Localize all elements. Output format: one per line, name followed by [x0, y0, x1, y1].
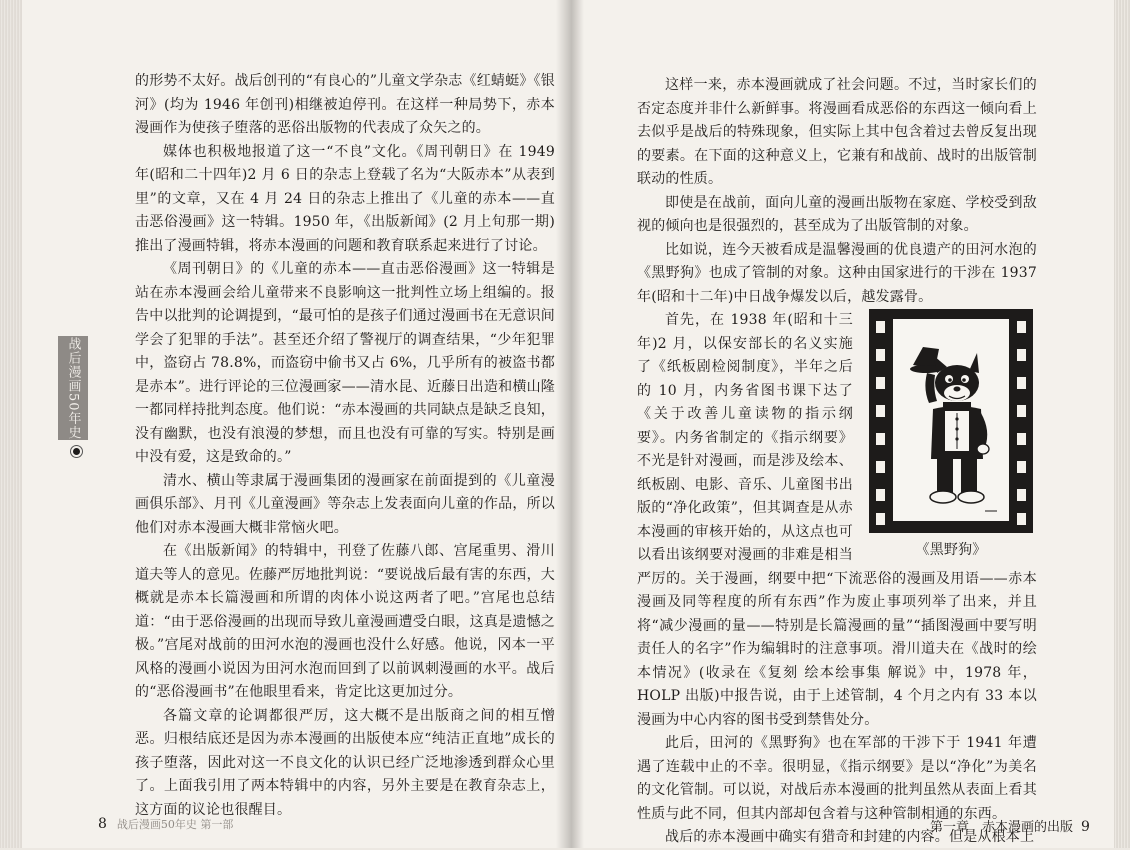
figure-black-dog	[865, 309, 1037, 562]
left-footer	[98, 816, 233, 832]
paragraph: 清水、横山等隶属于漫画集团的漫画家在前面提到的《儿童漫画俱乐部》、月刊《儿童漫画》等杂志上发表面向儿童的作品，所以他们对赤本漫画大概非常恼火吧。	[135, 472, 555, 536]
page-number: 9	[1081, 819, 1090, 835]
paragraph: 战后的赤本漫画中确实有猎奇和封建的内容。但是从根本上	[665, 829, 1035, 845]
paragraph: 首先，在 1938 年(昭和十三年)2 月，以保安部长的名义实施了《纸板剧检阅制度》，半年之后的 10 月，内务省图书课下达了《关于改善儿童读物的指示纲要》。内务省制定的《指示纲要》不光是针对漫画，而是涉及绘本、纸板剧、电影、音乐、儿童图书出版的“净化政策”，但其调查是从赤本漫画的审核开始的，从这点也可以看出该纲要对漫画的非难是相当严厉的。关于漫画，纲要中把“下流恶俗的漫画及用语——赤本漫画及同等程度的所有东西”作为废止事项列举了出来，并且将“减少漫画的量——特别是长篇漫画的量”“插图漫画中要写明责任人的名字”作为编辑时的注意事项。滑川道夫在《战时的绘本情况》(收录在《复刻 绘本绘事集 解说》中，1978 年，HOLP 出版)中报告说，由于上述管制，4 个月之内有 33 本以漫画为中心内容的图书受到禁售处分。	[637, 312, 1037, 728]
page-number: 8	[98, 816, 107, 832]
paragraph: 的形势不太好。战后创刊的“有良心的”儿童文学杂志《红蜻蜓》《银河》(均为 1946 年创刊)相继被迫停刊。在这样一种局势下，赤本漫画作为使孩子堕落的恶俗出版物的代表成了众矢之的。	[135, 73, 555, 136]
paragraph: 比如说，连今天被看成是温馨漫画的优良遗产的田河水泡的《黑野狗》也成了管制的对象。这种由国家进行的干涉在 1937 年(昭和十二年)中日战争爆发以后，越发露骨。	[637, 241, 1037, 305]
right-footer	[930, 816, 1090, 835]
chapter-label: 第一章 赤本漫画的出版	[930, 820, 1074, 835]
paragraph: 媒体也积极地报道了这一“不良”文化。《周刊朝日》在 1949 年(昭和二十四年)2 月 6 日的杂志上登载了名为“大阪赤本”从表到里”的文章，又在 4 月 24 日的杂志上推出了《儿童的赤本——直击恶俗漫画》这一特辑。1950 年，《出版新闻》(2 月上旬那一期)推出了漫画特辑，将赤本漫画的问题和教育联系起来进行了讨论。	[135, 143, 555, 254]
frame-illustration	[893, 319, 1009, 521]
side-tab-book-title: 战后漫画50年史	[58, 336, 88, 440]
right-body-text	[637, 74, 1037, 850]
figure-caption: 《黑野狗》	[915, 542, 987, 558]
paragraph: 即使是在战前，面向儿童的漫画出版物在家庭、学校受到敌视的倾向也是很强烈的，甚至成为了出版管制的对象。	[637, 194, 1037, 234]
running-header: 战后漫画50年史 第一部	[116, 818, 234, 831]
paragraph: 此后，田河的《黑野狗》也在军部的干涉下于 1941 年遭遇了连载中止的不幸。很明显，《指示纲要》是以“净化”为美名的文化管制。可以说，对战后赤本漫画的批判虽然从表面上看其性质与此不同，但其内部却包含着与这种管制相通的东西。	[637, 735, 1037, 822]
book-gutter	[556, 0, 584, 848]
filmstrip-frame	[869, 309, 1033, 533]
paragraph: 《周刊朝日》的《儿童的赤本——直击恶俗漫画》这一特辑是站在赤本漫画会给儿童带来不良影响这一批判性立场上组编的。报告中以批判的论调提到，“最可怕的是孩子们通过漫画书在无意识间学会了犯罪的手法”。甚至还介绍了警视厅的调查结果，“少年犯罪中，盗窃占 78.8%，而盗窃中偷书又占 6%，几乎所有的被盗书都是赤本”。进行评论的三位漫画家——清水昆、近藤日出造和横山隆一都同样持批判态度。他们说：“赤本漫画的共同缺点是缺乏良知，没有幽默，也没有浪漫的梦想，而且也没有可靠的写实。特别是画中没有爱，这是致命的。”	[135, 261, 555, 465]
paragraph: 各篇文章的论调都很严厉，这大概不是出版商之间的相互憎恶。归根结底还是因为赤本漫画的出版使本应“纯洁正直地”成长的孩子堕落，因此对这一不良文化的认识已经广泛地渗透到群众心里了。上面我引用了两本特辑中的内容，另外主要是在教育杂志上，这方面的议论也很醒目。	[135, 707, 555, 818]
page-edges-left	[0, 0, 22, 848]
paragraph: 在《出版新闻》的特辑中，刊登了佐藤八郎、宫尾重男、滑川道夫等人的意见。佐藤严厉地批判说：“要说战后最有害的东西，大概就是赤本长篇漫画和所谓的肉体小说这两者了吧。”宫尾也总结道：“由于恶俗漫画的出现而导致儿童漫画遭受白眼，这真是遗憾之极。”宫尾对战前的田河水泡的漫画也没什么好感。他说，冈本一平风格的漫画小说因为田河水泡而回到了以前讽刺漫画的水平。战后的“恶俗漫画书”在他眼里看来，肯定比这更加过分。	[135, 543, 555, 700]
black-dog-illustration	[893, 319, 1009, 521]
left-body-text	[135, 70, 555, 822]
paragraph: 这样一来，赤本漫画就成了社会问题。不过，当时家长们的否定态度并非什么新鲜事。将漫画看成恶俗的东西这一倾向看上去似乎是战后的特殊现象，但实际上其中包含着过去曾反复出现的要素。在下面的这种意义上，它兼有和战前、战时的出版管制联动的性质。	[637, 77, 1037, 187]
page-edges-right	[1114, 0, 1130, 848]
bullet-dot-icon	[73, 448, 80, 455]
